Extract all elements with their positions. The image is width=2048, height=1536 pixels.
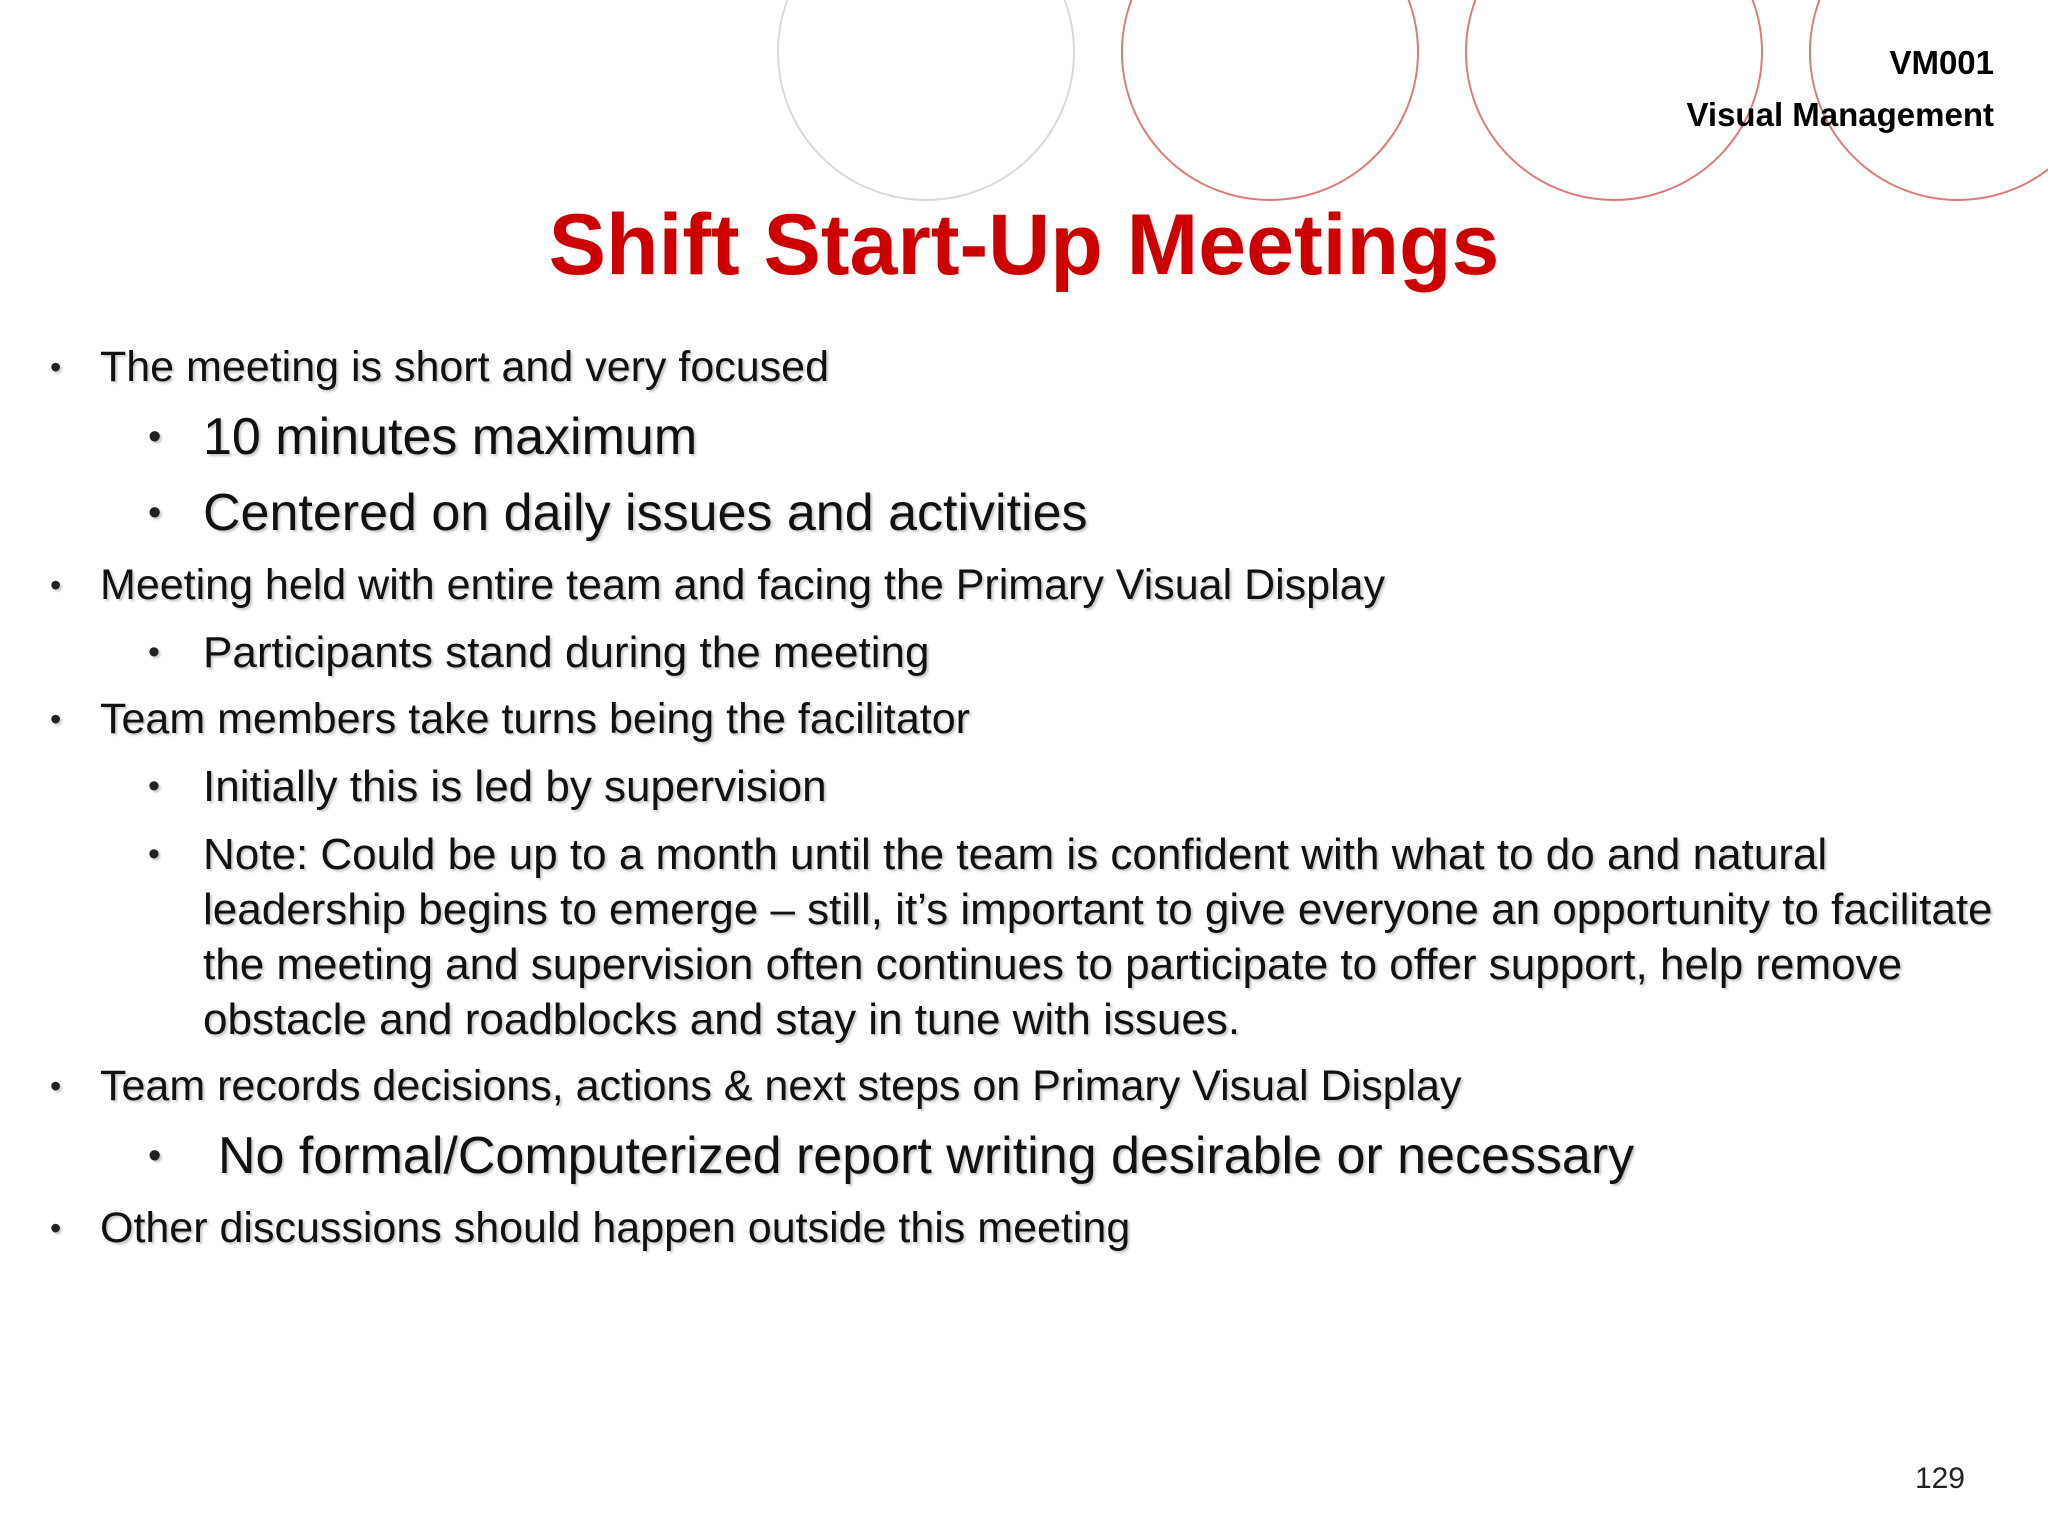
decorative-circle-red-1: [1122, 0, 1418, 200]
bullet-text: The meeting is short and very focused: [100, 343, 829, 391]
bullet-marker: •: [148, 633, 160, 671]
bullet-text: No formal/Computerized report writing desirable or necessary: [218, 1127, 1635, 1185]
bullet-item: [0, 340, 2048, 394]
decorative-circle-gray: [778, 0, 1074, 200]
bullet-text: Centered on daily issues and activities: [203, 484, 1088, 542]
sub-bullet-item: [0, 827, 2048, 1047]
slide-title: Shift Start-Up Meetings: [548, 197, 1500, 293]
bullet-text: Team records decisions, actions & next steps on Primary Visual Display: [100, 1062, 1462, 1110]
sub-bullet-item: [0, 625, 2048, 680]
bullet-text: Initially this is led by supervision: [203, 762, 827, 811]
bullet-marker: •: [148, 1135, 162, 1177]
bullet-marker: •: [50, 349, 62, 385]
sub-bullet-item: [0, 404, 2048, 470]
bullet-marker: •: [50, 567, 62, 603]
sub-bullet-item: [0, 759, 2048, 814]
bullet-marker: •: [148, 767, 160, 805]
bullet-marker: •: [148, 492, 162, 534]
bullet-marker: •: [50, 1068, 62, 1104]
page-number: 129: [1914, 1462, 1965, 1495]
course-code: VM001: [1889, 44, 1994, 81]
bullet-item: [0, 692, 2048, 746]
bullet-text: Meeting held with entire team and facing the Primary Visual Display: [100, 561, 1386, 609]
bullet-item: [0, 1201, 2048, 1255]
bullet-marker: •: [148, 416, 162, 458]
sub-bullet-item: [0, 480, 2048, 546]
bullet-text: Team members take turns being the facilitator: [100, 695, 970, 743]
bullet-marker: •: [50, 1210, 62, 1246]
bullet-item: [0, 558, 2048, 612]
bullet-item: [0, 1059, 2048, 1113]
bullet-marker: •: [148, 835, 160, 873]
bullet-text: 10 minutes maximum: [203, 408, 698, 466]
course-subtitle: Visual Management: [1686, 96, 1994, 133]
bullet-text: Note: Could be up to a month until the team is confident with what to do and natural leadership begins to emerge – still, it’s important to give everyone an opportunity to facilitate the meeting and supervision often continues to participate to offer support, help remove obstacle and roadblocks and stay in tune with issues.: [203, 830, 1993, 1044]
bullet-marker: •: [50, 701, 62, 737]
sub-bullet-item: [0, 1123, 2048, 1189]
bullet-text: Other discussions should happen outside this meeting: [100, 1204, 1131, 1252]
bullet-text: Participants stand during the meeting: [203, 628, 930, 677]
bullet-list: [0, 328, 2048, 1255]
